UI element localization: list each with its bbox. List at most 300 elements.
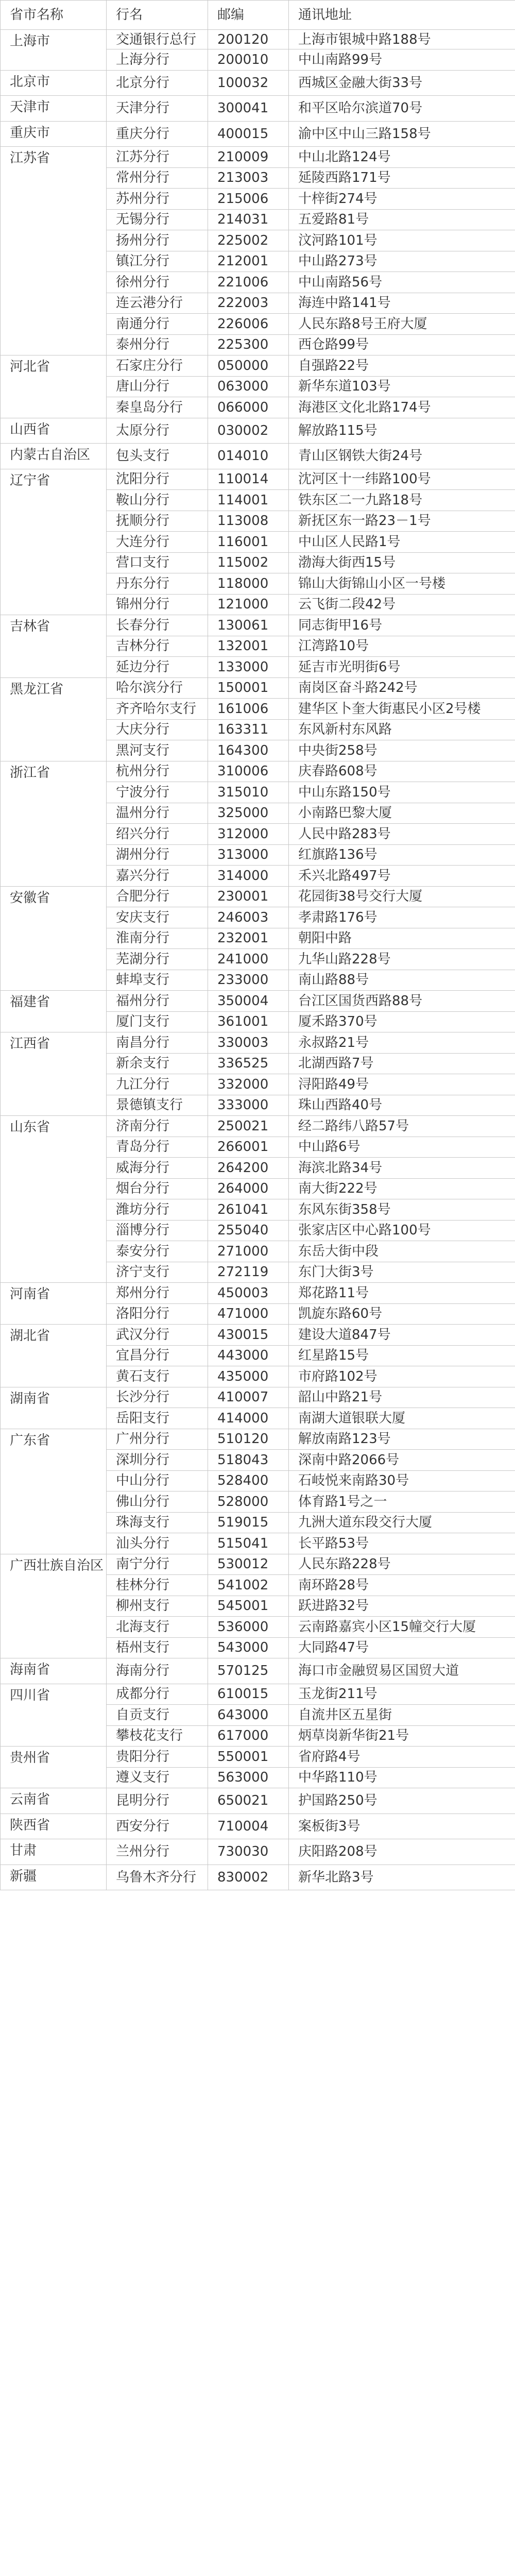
- province-cell: 海南省: [1, 1658, 107, 1684]
- postcode-cell: 312000: [208, 824, 289, 845]
- postcode-cell: 212001: [208, 251, 289, 272]
- address-cell: 上海市银城中路188号: [289, 30, 515, 49]
- address-cell: 新抚区东一路23－1号: [289, 511, 515, 532]
- address-cell: 自强路22号: [289, 355, 515, 377]
- table-row: [1, 1283, 515, 1304]
- postcode-cell: 830002: [208, 1865, 289, 1890]
- branch-cell: 芜湖分行: [107, 949, 208, 970]
- table-row: [1, 1658, 515, 1684]
- branch-cell: 济宁支行: [107, 1262, 208, 1283]
- address-cell: 人民中路283号: [289, 824, 515, 845]
- postcode-cell: 225002: [208, 230, 289, 251]
- postcode-cell: 030002: [208, 418, 289, 444]
- postcode-cell: 332000: [208, 1074, 289, 1095]
- address-cell: 凯旋东路60号: [289, 1303, 515, 1325]
- address-cell: 南大街222号: [289, 1178, 515, 1199]
- address-cell: 沈河区十一纬路100号: [289, 469, 515, 490]
- address-cell: 庆阳路208号: [289, 1839, 515, 1865]
- branch-cell: 温州分行: [107, 803, 208, 824]
- branch-cell: 九江分行: [107, 1074, 208, 1095]
- header-row: [1, 1, 515, 30]
- address-cell: 延陵西路171号: [289, 167, 515, 189]
- postcode-cell: 536000: [208, 1617, 289, 1638]
- address-cell: 玉龙街211号: [289, 1684, 515, 1705]
- branch-cell: 大连分行: [107, 532, 208, 553]
- branch-cell: 营口支行: [107, 552, 208, 573]
- address-cell: 朝阳中路: [289, 928, 515, 949]
- address-cell: 海港区文化北路174号: [289, 397, 515, 418]
- branch-cell: 景德镇支行: [107, 1095, 208, 1116]
- postcode-cell: 115002: [208, 552, 289, 573]
- table-row: [1, 121, 515, 147]
- table-row: [1, 355, 515, 377]
- branch-cell: 包头支行: [107, 444, 208, 469]
- address-cell: 省府路4号: [289, 1747, 515, 1768]
- branch-cell: 威海分行: [107, 1158, 208, 1179]
- branch-cell: 汕头分行: [107, 1533, 208, 1554]
- address-cell: 庆春路608号: [289, 761, 515, 782]
- province-cell: 北京市: [1, 70, 107, 96]
- address-cell: 中山北路124号: [289, 147, 515, 168]
- table-row: [1, 1865, 515, 1890]
- branch-cell: 泰安分行: [107, 1241, 208, 1262]
- postcode-cell: 443000: [208, 1345, 289, 1366]
- address-cell: 海口市金融贸易区国贸大道: [289, 1658, 515, 1684]
- postcode-cell: 161006: [208, 699, 289, 720]
- postcode-cell: 610015: [208, 1684, 289, 1705]
- address-cell: 渝中区中山三路158号: [289, 121, 515, 147]
- table-row: [1, 418, 515, 444]
- table-row: [1, 761, 515, 782]
- postcode-cell: 230001: [208, 886, 289, 907]
- address-cell: 建设大道847号: [289, 1325, 515, 1346]
- address-cell: 新华东道103号: [289, 376, 515, 397]
- address-cell: 石岐悦来南路30号: [289, 1470, 515, 1492]
- address-cell: 经二路纬八路57号: [289, 1116, 515, 1137]
- table-body: [1, 30, 515, 1890]
- branch-cell: 南昌分行: [107, 1032, 208, 1054]
- table-row: [1, 886, 515, 907]
- postcode-cell: 325000: [208, 803, 289, 824]
- postcode-cell: 617000: [208, 1725, 289, 1747]
- postcode-cell: 014010: [208, 444, 289, 469]
- address-cell: 青山区钢铁大街24号: [289, 444, 515, 469]
- province-cell: 湖南省: [1, 1387, 107, 1429]
- address-cell: 护国路250号: [289, 1788, 515, 1814]
- postcode-cell: 200120: [208, 30, 289, 49]
- branch-cell: 天津分行: [107, 96, 208, 122]
- branch-cell: 黑河支行: [107, 740, 208, 761]
- postcode-cell: 150001: [208, 677, 289, 699]
- branch-cell: 交通银行总行: [107, 30, 208, 49]
- branch-cell: 贵阳分行: [107, 1747, 208, 1768]
- postcode-cell: 310006: [208, 761, 289, 782]
- address-cell: 北湖西路7号: [289, 1053, 515, 1074]
- address-cell: 韶山中路21号: [289, 1387, 515, 1408]
- postcode-cell: 414000: [208, 1408, 289, 1429]
- address-cell: 中山路273号: [289, 251, 515, 272]
- address-cell: 中山路6号: [289, 1137, 515, 1158]
- province-cell: 福建省: [1, 991, 107, 1032]
- address-cell: 大同路47号: [289, 1637, 515, 1658]
- postcode-cell: 261041: [208, 1199, 289, 1221]
- branch-cell: 南宁分行: [107, 1554, 208, 1575]
- postcode-cell: 100032: [208, 70, 289, 96]
- province-cell: 甘肃: [1, 1839, 107, 1865]
- postcode-cell: 333000: [208, 1095, 289, 1116]
- table-row: [1, 991, 515, 1012]
- address-cell: 张家店区中心路100号: [289, 1220, 515, 1241]
- branch-cell: 苏州分行: [107, 189, 208, 210]
- branch-cell: 太原分行: [107, 418, 208, 444]
- address-cell: 同志街甲16号: [289, 615, 515, 636]
- branch-cell: 扬州分行: [107, 230, 208, 251]
- postcode-cell: 271000: [208, 1241, 289, 1262]
- branch-cell: 柳州支行: [107, 1596, 208, 1617]
- branch-cell: 佛山分行: [107, 1492, 208, 1513]
- branch-cell: 南通分行: [107, 314, 208, 335]
- postcode-cell: 113008: [208, 511, 289, 532]
- address-cell: 云南路嘉宾小区15幢交行大厦: [289, 1617, 515, 1638]
- address-cell: 中央街258号: [289, 740, 515, 761]
- branch-cell: 嘉兴分行: [107, 866, 208, 887]
- postcode-cell: 563000: [208, 1767, 289, 1788]
- table-row: [1, 1554, 515, 1575]
- branch-cell: 北京分行: [107, 70, 208, 96]
- table-row: [1, 1387, 515, 1408]
- table-row: [1, 1788, 515, 1814]
- branch-cell: 福州分行: [107, 991, 208, 1012]
- address-cell: 东岳大街中段: [289, 1241, 515, 1262]
- address-cell: 禾兴北路497号: [289, 866, 515, 887]
- postcode-cell: 066000: [208, 397, 289, 418]
- branch-cell: 蚌埠支行: [107, 970, 208, 991]
- postcode-cell: 210009: [208, 147, 289, 168]
- address-cell: 南湖大道银联大厦: [289, 1408, 515, 1429]
- postcode-cell: 200010: [208, 49, 289, 71]
- postcode-cell: 350004: [208, 991, 289, 1012]
- address-cell: 东门大街3号: [289, 1262, 515, 1283]
- branch-cell: 湖州分行: [107, 844, 208, 866]
- table-row: [1, 1684, 515, 1705]
- address-cell: 体育路1号之一: [289, 1492, 515, 1513]
- address-cell: 跃进路32号: [289, 1596, 515, 1617]
- address-cell: 和平区哈尔滨道70号: [289, 96, 515, 122]
- province-cell: 吉林省: [1, 615, 107, 678]
- branch-cell: 洛阳分行: [107, 1303, 208, 1325]
- address-cell: 红星路15号: [289, 1345, 515, 1366]
- branch-cell: 郑州分行: [107, 1283, 208, 1304]
- province-cell: 内蒙古自治区: [1, 444, 107, 469]
- address-cell: 海滨北路34号: [289, 1158, 515, 1179]
- postcode-cell: 110014: [208, 469, 289, 490]
- table-row: [1, 147, 515, 168]
- postcode-cell: 266001: [208, 1137, 289, 1158]
- address-cell: 西城区金融大街33号: [289, 70, 515, 96]
- table-row: [1, 1032, 515, 1054]
- branch-cell: 长沙分行: [107, 1387, 208, 1408]
- address-cell: 建华区卜奎大街惠民小区2号楼: [289, 699, 515, 720]
- postcode-cell: 518043: [208, 1450, 289, 1471]
- branch-cell: 新余支行: [107, 1053, 208, 1074]
- postcode-cell: 730030: [208, 1839, 289, 1865]
- postcode-cell: 710004: [208, 1814, 289, 1839]
- branch-cell: 丹东分行: [107, 573, 208, 595]
- postcode-cell: 550001: [208, 1747, 289, 1768]
- address-cell: 小南路巴黎大厦: [289, 803, 515, 824]
- postcode-cell: 361001: [208, 1011, 289, 1032]
- address-cell: 渤海大街西15号: [289, 552, 515, 573]
- province-cell: 辽宁省: [1, 469, 107, 615]
- branch-cell: 长春分行: [107, 615, 208, 636]
- branch-cell: 无锡分行: [107, 209, 208, 230]
- address-cell: 十梓街274号: [289, 189, 515, 210]
- branch-cell: 吉林分行: [107, 636, 208, 657]
- header-address: 通讯地址: [289, 1, 515, 30]
- branch-cell: 秦皇岛分行: [107, 397, 208, 418]
- branch-cell: 昆明分行: [107, 1788, 208, 1814]
- branch-cell: 中山分行: [107, 1470, 208, 1492]
- address-cell: 五爱路81号: [289, 209, 515, 230]
- postcode-cell: 336525: [208, 1053, 289, 1074]
- postcode-cell: 163311: [208, 719, 289, 740]
- postcode-cell: 510120: [208, 1429, 289, 1450]
- address-cell: 红旗路136号: [289, 844, 515, 866]
- postcode-cell: 116001: [208, 532, 289, 553]
- province-cell: 河南省: [1, 1283, 107, 1325]
- province-cell: 广东省: [1, 1429, 107, 1554]
- branch-cell: 泰州分行: [107, 334, 208, 355]
- address-cell: 九华山路228号: [289, 949, 515, 970]
- branch-cell: 延边分行: [107, 657, 208, 678]
- branch-cell: 重庆分行: [107, 121, 208, 147]
- branch-cell: 遵义支行: [107, 1767, 208, 1788]
- postcode-cell: 450003: [208, 1283, 289, 1304]
- postcode-cell: 232001: [208, 928, 289, 949]
- address-cell: 花园街38号交行大厦: [289, 886, 515, 907]
- postcode-cell: 132001: [208, 636, 289, 657]
- address-cell: 郑花路11号: [289, 1283, 515, 1304]
- header-postcode: 邮编: [208, 1, 289, 30]
- address-cell: 九洲大道东段交行大厦: [289, 1512, 515, 1533]
- branch-cell: 西安分行: [107, 1814, 208, 1839]
- branch-cell: 沈阳分行: [107, 469, 208, 490]
- postcode-cell: 133000: [208, 657, 289, 678]
- postcode-cell: 541002: [208, 1575, 289, 1596]
- address-cell: 南岗区奋斗路242号: [289, 677, 515, 699]
- branch-cell: 潍坊分行: [107, 1199, 208, 1221]
- branch-cell: 深圳分行: [107, 1450, 208, 1471]
- address-cell: 永叔路21号: [289, 1032, 515, 1054]
- address-cell: 西仓路99号: [289, 334, 515, 355]
- address-cell: 新华北路3号: [289, 1865, 515, 1890]
- province-cell: 黑龙江省: [1, 677, 107, 761]
- province-cell: 新疆: [1, 1865, 107, 1890]
- postcode-cell: 570125: [208, 1658, 289, 1684]
- branch-cell: 岳阳支行: [107, 1408, 208, 1429]
- branch-cell: 绍兴分行: [107, 824, 208, 845]
- branch-cell: 乌鲁木齐分行: [107, 1865, 208, 1890]
- postcode-cell: 255040: [208, 1220, 289, 1241]
- province-cell: 山东省: [1, 1116, 107, 1283]
- branch-cell: 淮南分行: [107, 928, 208, 949]
- address-cell: 汶河路101号: [289, 230, 515, 251]
- postcode-cell: 471000: [208, 1303, 289, 1325]
- branch-cell: 上海分行: [107, 49, 208, 71]
- table-row: [1, 469, 515, 490]
- table-row: [1, 1839, 515, 1865]
- postcode-cell: 272119: [208, 1262, 289, 1283]
- province-cell: 河北省: [1, 355, 107, 418]
- address-cell: 浔阳路49号: [289, 1074, 515, 1095]
- postcode-cell: 214031: [208, 209, 289, 230]
- postcode-cell: 400015: [208, 121, 289, 147]
- postcode-cell: 650021: [208, 1788, 289, 1814]
- branch-cell: 大庆分行: [107, 719, 208, 740]
- postcode-cell: 264200: [208, 1158, 289, 1179]
- address-cell: 炳草岗新华街21号: [289, 1725, 515, 1747]
- postcode-cell: 528400: [208, 1470, 289, 1492]
- branch-cell: 杭州分行: [107, 761, 208, 782]
- address-cell: 云飞街二段42号: [289, 594, 515, 615]
- branch-cell: 鞍山分行: [107, 490, 208, 511]
- postcode-cell: 233000: [208, 970, 289, 991]
- postcode-cell: 314000: [208, 866, 289, 887]
- postcode-cell: 330003: [208, 1032, 289, 1054]
- address-cell: 中山南路99号: [289, 49, 515, 71]
- postcode-cell: 114001: [208, 490, 289, 511]
- address-cell: 解放路115号: [289, 418, 515, 444]
- branch-cell: 梧州支行: [107, 1637, 208, 1658]
- branch-cell: 抚顺分行: [107, 511, 208, 532]
- table-row: [1, 1325, 515, 1346]
- address-cell: 中华路110号: [289, 1767, 515, 1788]
- branch-cell: 成都分行: [107, 1684, 208, 1705]
- branch-cell: 安庆支行: [107, 907, 208, 928]
- postcode-cell: 300041: [208, 96, 289, 122]
- table-row: [1, 96, 515, 122]
- address-cell: 锦山大街锦山小区一号楼: [289, 573, 515, 595]
- branch-cell: 石家庄分行: [107, 355, 208, 377]
- address-cell: 人民东路8号王府大厦: [289, 314, 515, 335]
- branch-cell: 黄石支行: [107, 1366, 208, 1387]
- postcode-cell: 519015: [208, 1512, 289, 1533]
- province-cell: 重庆市: [1, 121, 107, 147]
- table-row: [1, 444, 515, 469]
- address-cell: 台江区国货西路88号: [289, 991, 515, 1012]
- table-row: [1, 1747, 515, 1768]
- address-cell: 铁东区二一九路18号: [289, 490, 515, 511]
- province-cell: 湖北省: [1, 1325, 107, 1387]
- address-cell: 南环路28号: [289, 1575, 515, 1596]
- postcode-cell: 164300: [208, 740, 289, 761]
- address-cell: 自流井区五星街: [289, 1705, 515, 1726]
- postcode-cell: 226006: [208, 314, 289, 335]
- postcode-cell: 121000: [208, 594, 289, 615]
- address-cell: 珠山西路40号: [289, 1095, 515, 1116]
- postcode-cell: 225300: [208, 334, 289, 355]
- address-cell: 人民东路228号: [289, 1554, 515, 1575]
- branch-cell: 宜昌分行: [107, 1345, 208, 1366]
- postcode-cell: 313000: [208, 844, 289, 866]
- branch-cell: 连云港分行: [107, 293, 208, 314]
- branch-cell: 镇江分行: [107, 251, 208, 272]
- table-row: [1, 1429, 515, 1450]
- address-cell: 江湾路10号: [289, 636, 515, 657]
- branch-cell: 自贡支行: [107, 1705, 208, 1726]
- postcode-cell: 063000: [208, 376, 289, 397]
- branch-cell: 桂林分行: [107, 1575, 208, 1596]
- province-cell: 云南省: [1, 1788, 107, 1814]
- branch-cell: 珠海支行: [107, 1512, 208, 1533]
- branch-cell: 广州分行: [107, 1429, 208, 1450]
- branch-cell: 北海支行: [107, 1617, 208, 1638]
- address-cell: 解放南路123号: [289, 1429, 515, 1450]
- header-branch: 行名: [107, 1, 208, 30]
- province-cell: 浙江省: [1, 761, 107, 886]
- address-cell: 深南中路2066号: [289, 1450, 515, 1471]
- address-cell: 延吉市光明街6号: [289, 657, 515, 678]
- postcode-cell: 215006: [208, 189, 289, 210]
- branch-cell: 锦州分行: [107, 594, 208, 615]
- postcode-cell: 241000: [208, 949, 289, 970]
- table-row: [1, 615, 515, 636]
- address-cell: 中山南路56号: [289, 272, 515, 293]
- branch-cell: 海南分行: [107, 1658, 208, 1684]
- province-cell: 天津市: [1, 96, 107, 122]
- postcode-cell: 050000: [208, 355, 289, 377]
- postcode-cell: 221006: [208, 272, 289, 293]
- address-cell: 海连中路141号: [289, 293, 515, 314]
- postcode-cell: 264000: [208, 1178, 289, 1199]
- address-cell: 中山东路150号: [289, 782, 515, 803]
- address-cell: 东风东街358号: [289, 1199, 515, 1221]
- address-cell: 长平路53号: [289, 1533, 515, 1554]
- address-cell: 厦禾路370号: [289, 1011, 515, 1032]
- postcode-cell: 530012: [208, 1554, 289, 1575]
- branch-cell: 哈尔滨分行: [107, 677, 208, 699]
- address-cell: 东风新村东风路: [289, 719, 515, 740]
- table-row: [1, 677, 515, 699]
- postcode-cell: 222003: [208, 293, 289, 314]
- province-cell: 山西省: [1, 418, 107, 444]
- table-row: [1, 30, 515, 49]
- postcode-cell: 315010: [208, 782, 289, 803]
- address-cell: 中山区人民路1号: [289, 532, 515, 553]
- postcode-cell: 545001: [208, 1596, 289, 1617]
- postcode-cell: 213003: [208, 167, 289, 189]
- address-cell: 孝肃路176号: [289, 907, 515, 928]
- branch-cell: 烟台分行: [107, 1178, 208, 1199]
- address-cell: 南山路88号: [289, 970, 515, 991]
- postcode-cell: 543000: [208, 1637, 289, 1658]
- province-cell: 贵州省: [1, 1747, 107, 1788]
- branch-cell: 常州分行: [107, 167, 208, 189]
- header-province: 省市名称: [1, 1, 107, 30]
- branch-cell: 唐山分行: [107, 376, 208, 397]
- branch-cell: 兰州分行: [107, 1839, 208, 1865]
- branch-cell: 宁波分行: [107, 782, 208, 803]
- postcode-cell: 515041: [208, 1533, 289, 1554]
- address-cell: 案板街3号: [289, 1814, 515, 1839]
- province-cell: 四川省: [1, 1684, 107, 1747]
- postcode-cell: 410007: [208, 1387, 289, 1408]
- province-cell: 安徽省: [1, 886, 107, 991]
- postcode-cell: 430015: [208, 1325, 289, 1346]
- branch-cell: 青岛分行: [107, 1137, 208, 1158]
- postcode-cell: 246003: [208, 907, 289, 928]
- postcode-cell: 130061: [208, 615, 289, 636]
